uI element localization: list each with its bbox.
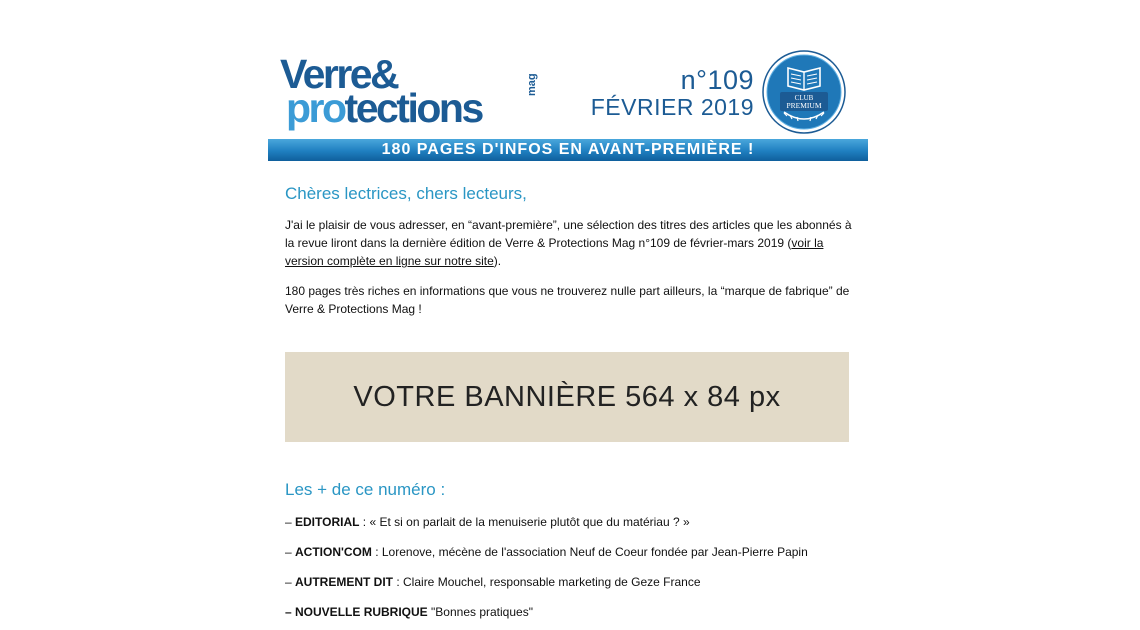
club-premium-badge-icon xyxy=(762,50,846,134)
logo-tections: tections xyxy=(344,85,482,131)
list-item xyxy=(285,544,853,560)
intro-text-end: ). xyxy=(493,254,502,268)
intro-paragraph-1 xyxy=(285,216,853,270)
logo-pro: pro xyxy=(286,85,345,131)
logo-mag: mag xyxy=(526,73,538,96)
ad-banner[interactable] xyxy=(285,352,849,442)
logo-line-1: Verre& xyxy=(280,51,398,97)
item-text: : Lorenove, mécène de l'association Neuf de Coeur fondée par Jean-Pierre Papin xyxy=(371,545,808,559)
promo-strip: 180 PAGES D'INFOS EN AVANT-PREMIÈRE ! xyxy=(268,139,868,161)
item-dash: – xyxy=(285,545,296,559)
intro-section xyxy=(285,184,853,330)
ad-banner-text: VOTRE BANNIÈRE 564 x 84 px xyxy=(353,380,781,413)
issue-number: n°109 xyxy=(680,65,754,95)
list-item xyxy=(285,514,853,530)
item-label: ACTION'COM xyxy=(295,545,372,559)
intro-text: J'ai le plaisir de vous adresser, en “avant-première”, une sélection des titres des articles que les abonnés à la revue liront dans la dernière édition de Verre & Protections Mag n°109 de février-mars 2019 ( xyxy=(285,218,852,250)
issue-date: FÉVRIER 2019 xyxy=(590,94,754,120)
item-label: NOUVELLE RUBRIQUE xyxy=(295,605,428,619)
newsletter-header xyxy=(268,48,868,140)
item-label: AUTREMENT DIT xyxy=(295,575,394,589)
item-text: "Bonnes pratiques" xyxy=(427,605,533,619)
list-item xyxy=(285,604,853,620)
item-dash: – xyxy=(285,605,296,619)
intro-paragraph-2: 180 pages très riches en informations que vous ne trouverez nulle part ailleurs, la “marque de fabrique” de Verre & Protections Mag ! xyxy=(285,284,850,316)
item-text: : « Et si on parlait de la menuiserie plutôt que du matériau ? » xyxy=(359,515,690,529)
badge-text-premium: PREMIUM xyxy=(786,101,822,110)
badge-text-club: CLUB xyxy=(794,94,814,102)
brand-logo[interactable] xyxy=(280,51,550,134)
item-text: : Claire Mouchel, responsable marketing de Geze France xyxy=(393,575,701,589)
highlights-heading: Les + de ce numéro : xyxy=(285,480,446,499)
logo-line-2 xyxy=(286,85,482,131)
item-dash: – xyxy=(285,515,296,529)
greeting-heading: Chères lectrices, chers lecteurs, xyxy=(285,184,527,203)
full-version-link[interactable]: voir la version complète en ligne sur notre site xyxy=(285,236,824,268)
issue-info xyxy=(591,66,754,120)
highlights-section xyxy=(285,480,853,630)
item-label: EDITORIAL xyxy=(295,515,360,529)
item-dash: – xyxy=(285,575,296,589)
list-item xyxy=(285,574,853,590)
